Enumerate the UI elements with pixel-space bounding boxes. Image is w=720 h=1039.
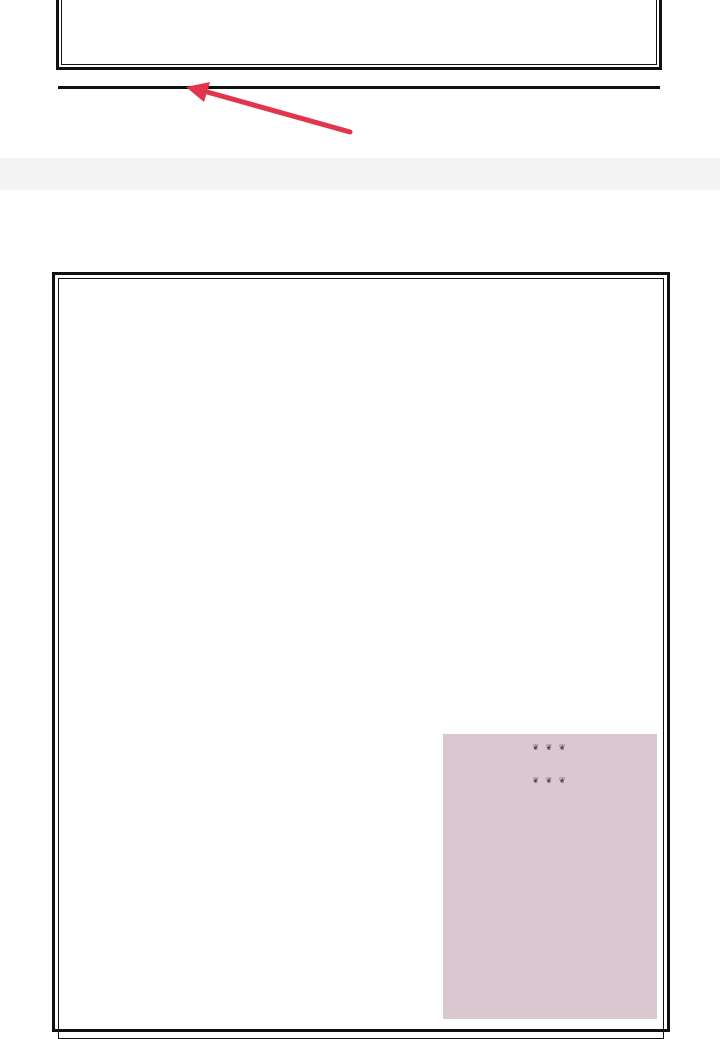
page-gap (0, 158, 720, 190)
red-arrow-annotation (178, 80, 358, 140)
inset-ornament-icon: ❦ ❦ ❦ (532, 743, 568, 752)
inset-ornament-icon: ❦ ❦ ❦ (532, 776, 568, 786)
inset-title-page (443, 734, 657, 1019)
top-page-bottom-rule (58, 86, 660, 89)
top-page-frame (56, 0, 662, 70)
